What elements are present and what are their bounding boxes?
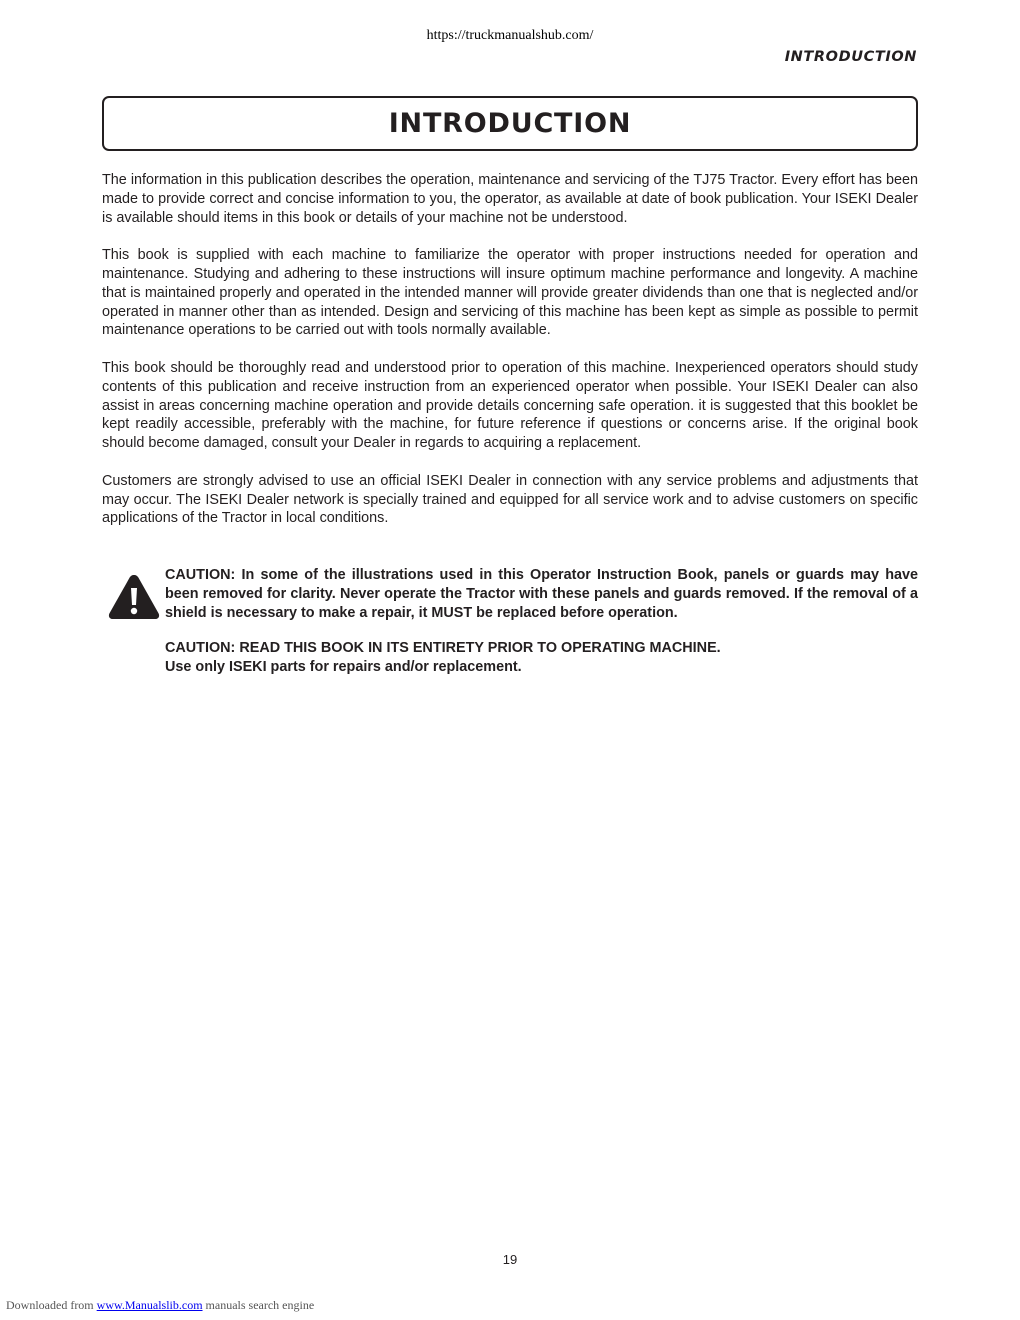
running-header-title: INTRODUCTION [784,49,917,65]
source-url: https://truckmanualshub.com/ [426,28,594,43]
paragraph-1: The information in this publication describes the operation, maintenance and servicing of the TJ75 Tractor. Every effort has been made to provide correct and concise information to you, the operator, as available at date of book publication. Your ISEKI Dealer is available should items in this book or details of your machine not be understood. [102,172,918,226]
section-title: INTRODUCTION [388,108,632,139]
body-text [102,171,918,547]
caution-iseki-parts: Use only ISEKI parts for repairs and/or replacement. [165,659,522,676]
footer-suffix: manuals search engine [205,1298,315,1312]
section-title-box [102,96,918,151]
footer-prefix: Downloaded from [6,1298,94,1312]
caution-block [102,566,918,677]
paragraph-2: This book is supplied with each machine to familiarize the operator with proper instructions needed for operation and maintenance. Studying and adhering to these instructions will insure optimum machine performance and longevity. A machine that is maintained properly and operated in the intended manner will provide greater dividends than one that is neglected and/or operated in manner other than as intended. Design and servicing of this machine has been kept as simple as possible to permit maintenance operations to be carried out with tools normally available. [102,247,918,339]
manualslib-link[interactable]: www.Manualslib.com [96,1298,203,1312]
caution-panels-guards: CAUTION: In some of the illustrations used in this Operator Instruction Book, panels or guards may have been removed for clarity. Never operate the Tractor with these panels and guards removed. If the removal of a shield is necessary to make a repair, it MUST be replaced before operation. [165,567,918,621]
download-footer [6,1298,314,1313]
warning-icon [107,573,161,621]
page-number: 19 [502,1252,518,1267]
caution-text [165,566,918,677]
caution-read-book: CAUTION: READ THIS BOOK IN ITS ENTIRETY PRIOR TO OPERATING MACHINE. [165,640,721,657]
paragraph-4: Customers are strongly advised to use an official ISEKI Dealer in connection with any service problems and adjustments that may occur. The ISEKI Dealer network is specially trained and equipped for all service work and to advise customers on specific applications of the Tractor in local conditions. [102,472,918,527]
paragraph-3: This book should be thoroughly read and understood prior to operation of this machine. Inexperienced operators should study contents of this publication and receive instruction from an experienced operator when possible. Your ISEKI Dealer can also assist in areas concerning machine operation and provide details concerning safe operation. it is suggested that this booklet be kept readily accessible, preferably with the machine, for future reference if questions or concerns arise. If the original book should become damaged, consult your Dealer in regards to acquiring a replacement. [102,359,918,452]
